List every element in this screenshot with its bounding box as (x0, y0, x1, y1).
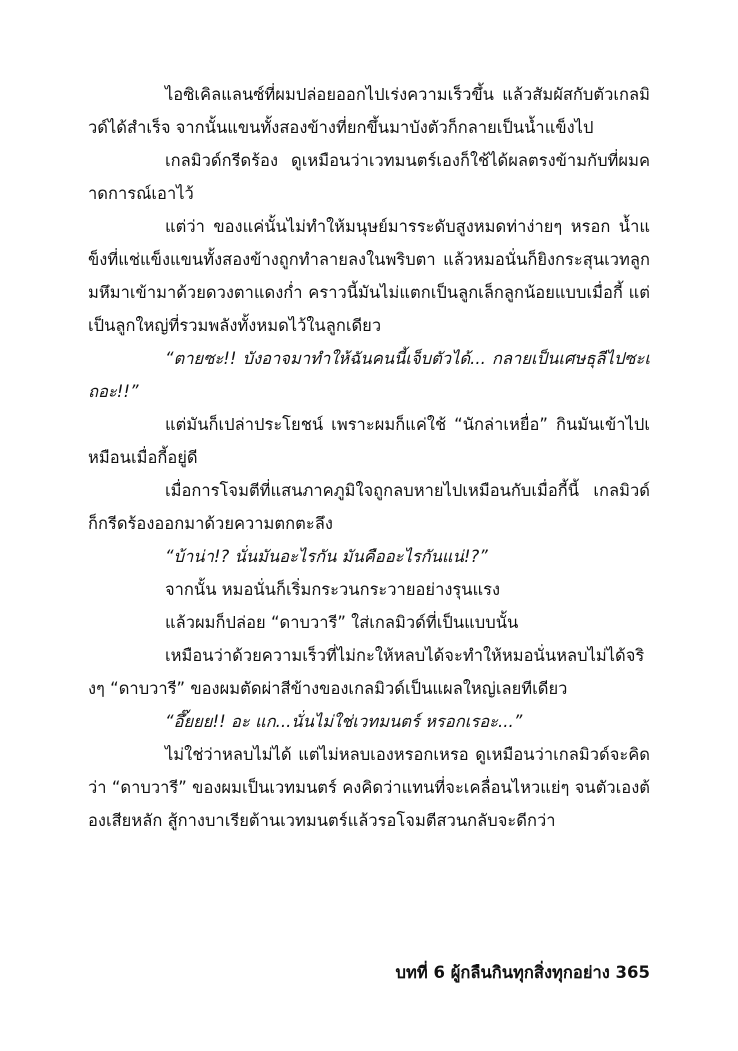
paragraph-3: แต่ว่า ของแค่นั้นไม่ทำให้มนุษย์มารระดับสูงหมดท่าง่ายๆ หรอก น้ำแข็งที่แช่แข็งแขนทั้งสองข้างถูกทำลายลงในพริบตา แล้วหมอนั่นก็ยิงกระสุนเวทลูกมหึมาเข้ามาด้วยดวงตาแดงก่ำ คราวนี้มันไม่แตกเป็นลูกเล็กลูกน้อยแบบเมื่อกี้ แต่เป็นลูกใหญ่ที่รวมพลังทั้งหมดไว้ในลูกเดียว (88, 217, 650, 335)
page-footer: บทที่ 6 ผู้กลืนกินทุกสิ่งทุกอย่าง 365 (395, 963, 650, 982)
paragraph-1: ไอซิเคิลแลนซ์ที่ผมปล่อยออกไปเร่งความเร็วขึ้น แล้วสัมผัสกับตัวเกลมิวด์ได้สำเร็จ จากนั้นแขนทั้งสองข้างที่ยกขึ้นมาบังตัวก็กลายเป็นน้ำแข็งไป (88, 85, 650, 137)
paragraph-9: ไม่ใช่ว่าหลบไม่ได้ แต่ไม่หลบเองหรอกเหรอ ดูเหมือนว่าเกลมิวด์จะคิดว่า “ดาบวารี” ของผมเป็นเวทมนตร์ คงคิดว่าแทนที่จะเคลื่อนไหวแย่ๆ จนตัวเองต้องเสียหลัก สู้กางบาเรียต้านเวทมนตร์แล้วรอโจมตีสวนกลับจะดีกว่า (88, 745, 650, 830)
dialogue-2: “บ้าน่า!? นั่นมันอะไรกัน มันคืออะไรกันแน่!?” (165, 547, 488, 566)
paragraph-6: จากนั้น หมอนั่นก็เริ่มกระวนกระวายอย่างรุนแรง (165, 580, 501, 599)
paragraph-4: แต่มันก็เปล่าประโยชน์ เพราะผมก็แค่ใช้ “นักล่าเหยื่อ” กินมันเข้าไปเหมือนเมื่อกี้อยู่ดี (88, 415, 650, 467)
dialogue-1: “ตายซะ!! บังอาจมาทำให้ฉันคนนี้เจ็บตัวได้... กลายเป็นเศษธุลีไปซะเถอะ!!” (88, 349, 650, 401)
paragraph-5: เมื่อการโจมตีที่แสนภาคภูมิใจถูกลบหายไปเหมือนกับเมื่อกี้นี้ เกลมิวด์ก็กรีดร้องออกมาด้วยความตกตะลึง (88, 481, 650, 533)
dialogue-3: “อึ๊ยยย!! อะ แก...นั่นไม่ใช่เวทมนตร์ หรอกเรอะ...” (165, 712, 523, 731)
book-page (88, 78, 650, 1018)
paragraph-2: เกลมิวด์กรีดร้อง ดูเหมือนว่าเวทมนตร์เองก็ใช้ได้ผลตรงข้ามกับที่ผมคาดการณ์เอาไว้ (88, 151, 650, 203)
paragraph-8: เหมือนว่าด้วยความเร็วที่ไม่กะให้หลบได้จะทำให้หมอนั่นหลบไม่ได้จริงๆ “ดาบวารี” ของผมตัดผ่าสีข้างของเกลมิวด์เป็นแผลใหญ่เลยทีเดียว (88, 646, 645, 698)
paragraph-7: แล้วผมก็ปล่อย “ดาบวารี” ใส่เกลมิวด์ที่เป็นแบบนั้น (165, 613, 519, 632)
